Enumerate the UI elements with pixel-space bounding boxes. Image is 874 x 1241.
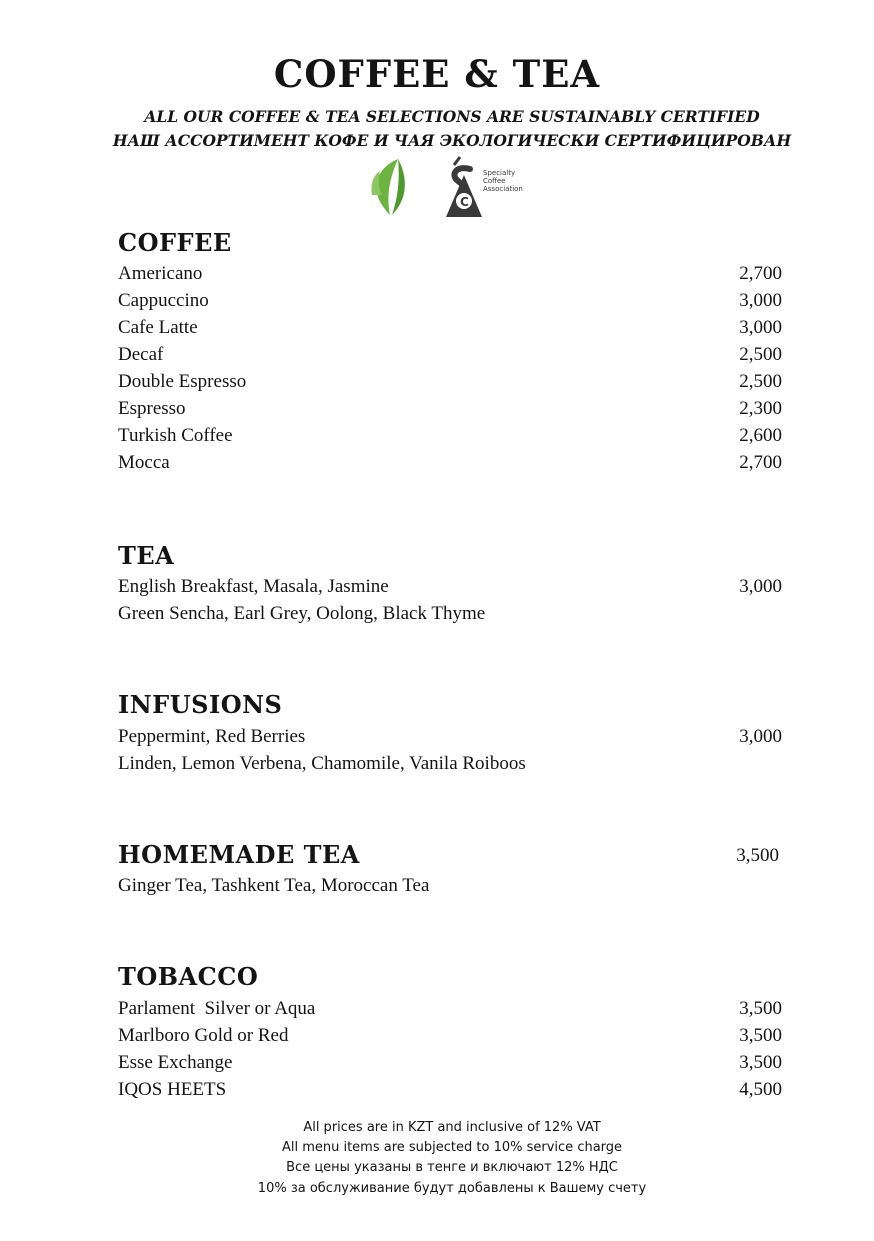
menu-item: English Breakfast, Masala, Jasmine 3,000 [118,576,782,597]
menu-item: Linden, Lemon Verbena, Chamomile, Vanila Roiboos [118,753,526,774]
menu-item: Mocca 2,700 [118,452,782,473]
section-heading-homemade-tea: HOMEMADE TEA [118,840,360,869]
menu-item: Ginger Tea, Tashkent Tea, Moroccan Tea [118,875,430,896]
menu-item: IQOS HEETS 4,500 [118,1079,782,1100]
specialty-coffee-association-logo [440,155,540,219]
menu-item: Peppermint, Red Berries 3,000 [118,726,782,747]
subtitle-english: ALL OUR COFFEE & TEA SELECTIONS ARE SUSTAINABLY CERTIFIED [144,107,760,126]
footer-note-service-ru: 10% за обслуживание будут добавлены к Вашему счету [257,1181,647,1196]
section-heading-tobacco: TOBACCO [118,962,259,991]
section-heading-tea: TEA [118,541,175,570]
logo-text-3: Association [483,185,523,193]
menu-item: Espresso 2,300 [118,398,782,419]
menu-item: Green Sencha, Earl Grey, Oolong, Black Thyme [118,603,486,624]
menu-item: Americano 2,700 [118,263,782,284]
menu-item: Esse Exchange 3,500 [118,1052,782,1073]
logo-text-1: Specialty [483,169,516,177]
homemade-tea-price: 3,500 [736,845,779,866]
menu-item: Double Espresso 2,500 [118,371,782,392]
subtitle-russian: НАШ АССОРТИМЕНТ КОФЕ И ЧАЯ ЭКОЛОГИЧЕСКИ СЕРТИФИЦИРОВАН [112,131,792,150]
menu-item: Marlboro Gold or Red 3,500 [118,1025,782,1046]
menu-item: Turkish Coffee 2,600 [118,425,782,446]
svg-text:C: C [460,195,469,209]
section-heading-coffee: COFFEE [118,228,232,257]
menu-title: COFFEE & TEA [273,52,601,96]
menu-item: Decaf 2,500 [118,344,782,365]
menu-item: Parlament Silver or Aqua 3,500 [118,998,782,1019]
logo-text-2: Coffee [483,177,506,185]
section-heading-infusions: INFUSIONS [118,690,283,719]
footer-note-service: All menu items are subjected to 10% service charge [281,1140,623,1155]
leaf-hand-icon [368,155,410,219]
menu-item: Cafe Latte 3,000 [118,317,782,338]
footer-note-vat-ru: Все цены указаны в тенге и включают 12% НДС [286,1160,618,1175]
menu-item: Cappuccino 3,000 [118,290,782,311]
footer-note-vat: All prices are in KZT and inclusive of 12% VAT [303,1120,601,1135]
